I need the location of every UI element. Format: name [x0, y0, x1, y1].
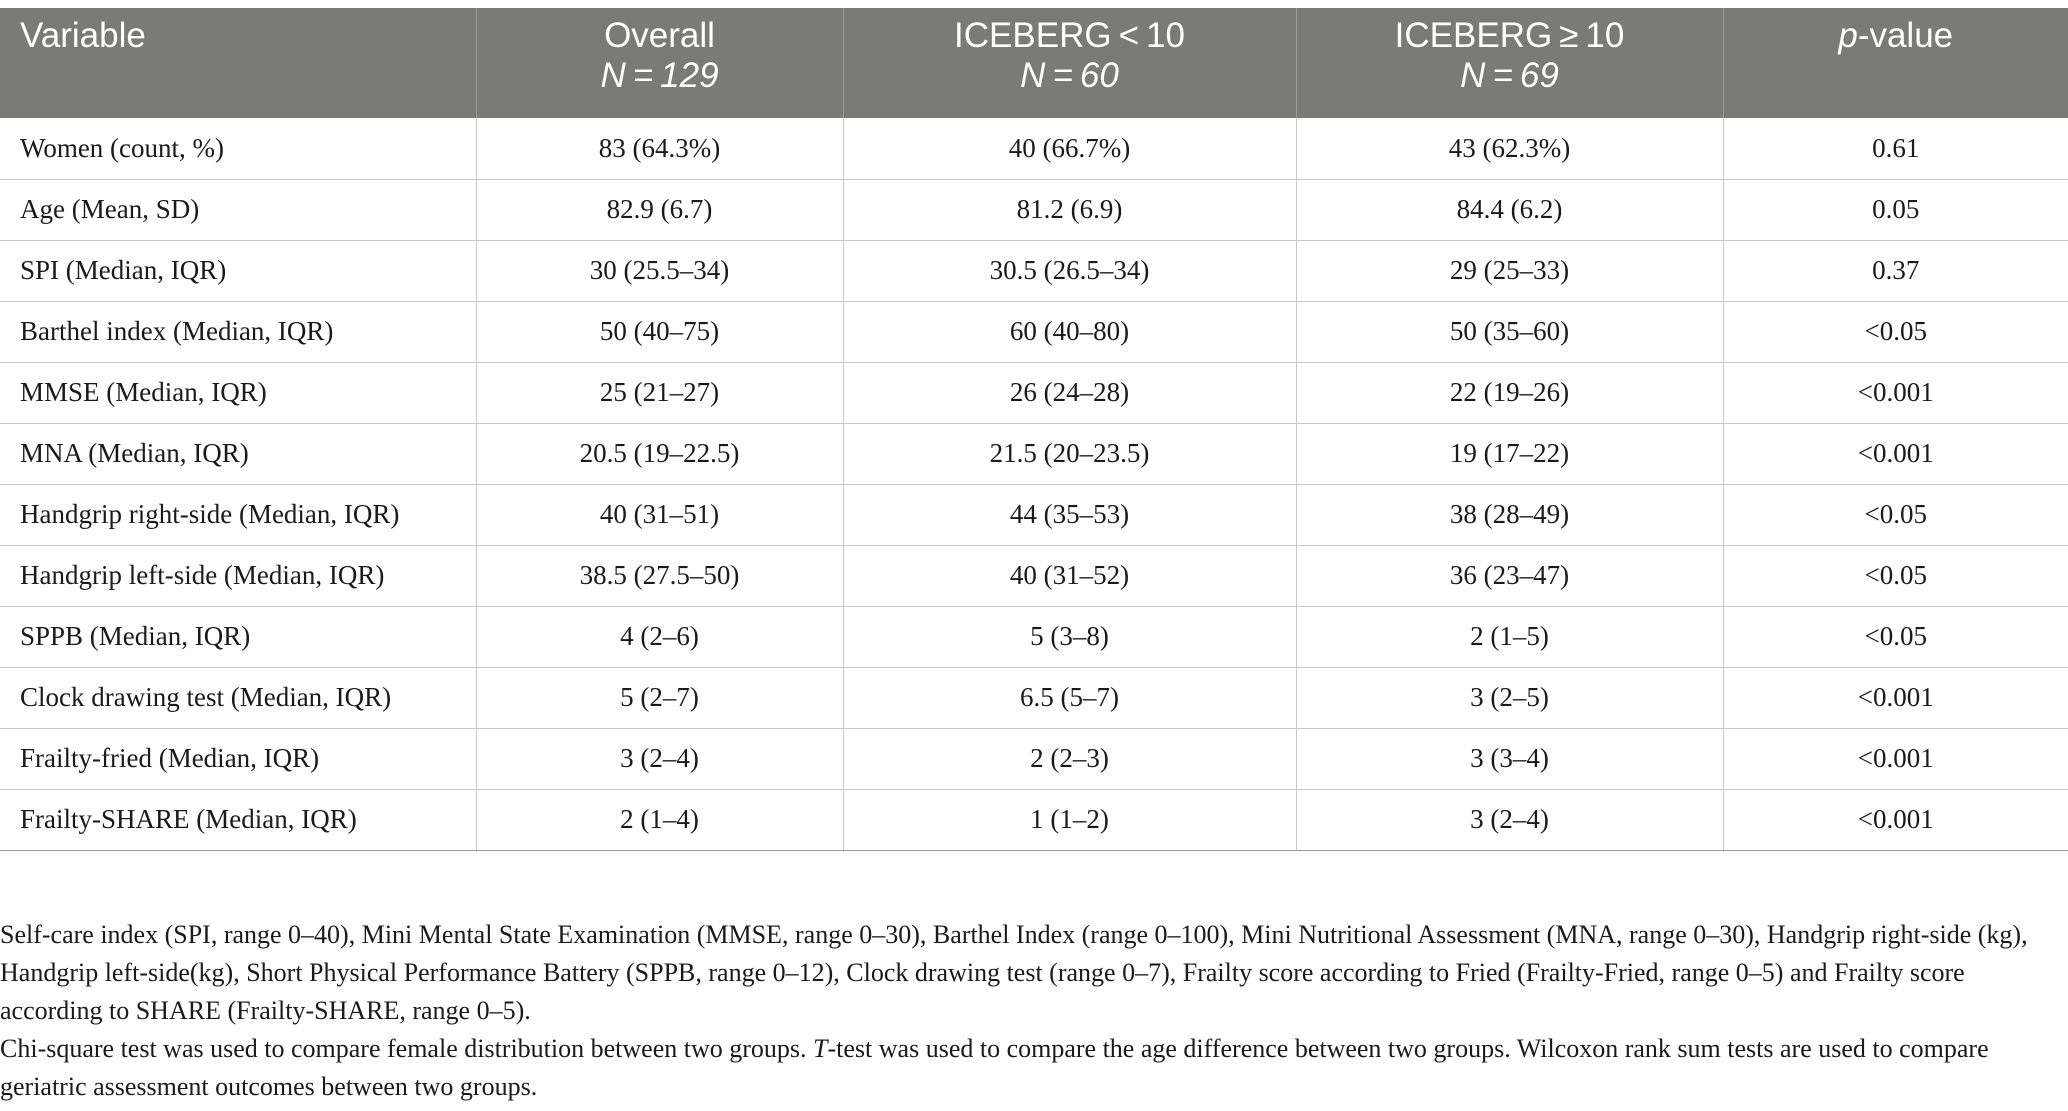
iceberg-high-cell: 3 (2–5): [1296, 667, 1723, 728]
overall-cell: 4 (2–6): [476, 606, 843, 667]
header-iceberg-low-label: ICEBERG < 10: [954, 16, 1185, 55]
header-iceberg-high: [1296, 8, 1723, 118]
iceberg-high-cell: 29 (25–33): [1296, 240, 1723, 301]
footnote-statistical-tests: [0, 1030, 2062, 1106]
overall-cell: 2 (1–4): [476, 789, 843, 850]
variable-cell: Clock drawing test (Median, IQR): [0, 667, 476, 728]
overall-cell: 38.5 (27.5–50): [476, 545, 843, 606]
header-p-rest: -value: [1857, 16, 1954, 55]
iceberg-low-cell: 26 (24–28): [843, 362, 1296, 423]
characteristics-table-container: [0, 8, 2068, 851]
header-variable: Variable: [0, 8, 476, 118]
iceberg-high-cell: 3 (2–4): [1296, 789, 1723, 850]
p-value-cell: 0.61: [1723, 118, 2068, 179]
overall-cell: 40 (31–51): [476, 484, 843, 545]
iceberg-high-cell: 22 (19–26): [1296, 362, 1723, 423]
table-row: [0, 240, 2068, 301]
iceberg-low-cell: 6.5 (5–7): [843, 667, 1296, 728]
overall-cell: 30 (25.5–34): [476, 240, 843, 301]
variable-cell: Women (count, %): [0, 118, 476, 179]
p-value-cell: <0.05: [1723, 484, 2068, 545]
overall-cell: 25 (21–27): [476, 362, 843, 423]
p-value-cell: <0.001: [1723, 423, 2068, 484]
header-iceberg-high-n: N = 69: [1460, 56, 1559, 95]
variable-cell: MMSE (Median, IQR): [0, 362, 476, 423]
p-value-cell: 0.37: [1723, 240, 2068, 301]
header-overall-n: N = 129: [600, 56, 719, 95]
variable-cell: Frailty-fried (Median, IQR): [0, 728, 476, 789]
iceberg-high-cell: 84.4 (6.2): [1296, 179, 1723, 240]
header-p-italic: p: [1838, 16, 1858, 55]
iceberg-high-cell: 3 (3–4): [1296, 728, 1723, 789]
characteristics-table: [0, 8, 2068, 851]
table-row: [0, 118, 2068, 179]
table-row: [0, 606, 2068, 667]
p-value-cell: <0.001: [1723, 362, 2068, 423]
footnote-tests-part2: -test was used to compare the age difference between two groups. Wilcoxon rank sum tests are used to compare geriatric assessment outcomes between two groups.: [0, 1034, 1989, 1101]
iceberg-low-cell: 21.5 (20–23.5): [843, 423, 1296, 484]
table-row: [0, 179, 2068, 240]
table-body: [0, 118, 2068, 850]
table-row: [0, 728, 2068, 789]
overall-cell: 3 (2–4): [476, 728, 843, 789]
header-iceberg-low-n: N = 60: [1020, 56, 1119, 95]
iceberg-high-cell: 38 (28–49): [1296, 484, 1723, 545]
table-row: [0, 301, 2068, 362]
iceberg-high-cell: 36 (23–47): [1296, 545, 1723, 606]
header-overall: [476, 8, 843, 118]
header-overall-label: Overall: [604, 16, 715, 55]
footnote-tests-italic: T: [813, 1034, 828, 1063]
p-value-cell: 0.05: [1723, 179, 2068, 240]
p-value-cell: <0.05: [1723, 545, 2068, 606]
variable-cell: Handgrip right-side (Median, IQR): [0, 484, 476, 545]
iceberg-low-cell: 40 (66.7%): [843, 118, 1296, 179]
iceberg-high-cell: 2 (1–5): [1296, 606, 1723, 667]
variable-cell: Barthel index (Median, IQR): [0, 301, 476, 362]
table-row: [0, 789, 2068, 850]
overall-cell: 83 (64.3%): [476, 118, 843, 179]
table-row: [0, 362, 2068, 423]
iceberg-low-cell: 5 (3–8): [843, 606, 1296, 667]
overall-cell: 20.5 (19–22.5): [476, 423, 843, 484]
header-iceberg-low: [843, 8, 1296, 118]
table-footnotes: [0, 916, 2062, 1106]
table-row: [0, 484, 2068, 545]
p-value-cell: <0.05: [1723, 301, 2068, 362]
table-header: [0, 8, 2068, 118]
variable-cell: Handgrip left-side (Median, IQR): [0, 545, 476, 606]
iceberg-low-cell: 60 (40–80): [843, 301, 1296, 362]
table-row: [0, 667, 2068, 728]
iceberg-low-cell: 30.5 (26.5–34): [843, 240, 1296, 301]
p-value-cell: <0.001: [1723, 728, 2068, 789]
header-row: [0, 8, 2068, 118]
header-iceberg-high-label: ICEBERG ≥ 10: [1394, 16, 1625, 55]
iceberg-low-cell: 81.2 (6.9): [843, 179, 1296, 240]
variable-cell: Age (Mean, SD): [0, 179, 476, 240]
p-value-cell: <0.001: [1723, 667, 2068, 728]
iceberg-high-cell: 43 (62.3%): [1296, 118, 1723, 179]
iceberg-low-cell: 2 (2–3): [843, 728, 1296, 789]
variable-cell: SPI (Median, IQR): [0, 240, 476, 301]
iceberg-low-cell: 40 (31–52): [843, 545, 1296, 606]
overall-cell: 50 (40–75): [476, 301, 843, 362]
table-row: [0, 545, 2068, 606]
iceberg-low-cell: 1 (1–2): [843, 789, 1296, 850]
p-value-cell: <0.001: [1723, 789, 2068, 850]
iceberg-high-cell: 50 (35–60): [1296, 301, 1723, 362]
header-p-value: [1723, 8, 2068, 118]
iceberg-low-cell: 44 (35–53): [843, 484, 1296, 545]
table-row: [0, 423, 2068, 484]
overall-cell: 82.9 (6.7): [476, 179, 843, 240]
overall-cell: 5 (2–7): [476, 667, 843, 728]
p-value-cell: <0.05: [1723, 606, 2068, 667]
variable-cell: MNA (Median, IQR): [0, 423, 476, 484]
variable-cell: SPPB (Median, IQR): [0, 606, 476, 667]
iceberg-high-cell: 19 (17–22): [1296, 423, 1723, 484]
footnote-abbreviations: Self-care index (SPI, range 0–40), Mini Mental State Examination (MMSE, range 0–30), Barthel Index (range 0–100), Mini Nutritional Assessment (MNA, range 0–30), Handgrip right-side (kg), Handgrip left-side(kg), Short Physical Performance Battery (SPPB, range 0–12), Clock drawing test (range 0–7), Frailty score according to Fried (Frailty-Fried, range 0–5) and Frailty score according to SHARE (Frailty-SHARE, range 0–5).: [0, 920, 2028, 1025]
variable-cell: Frailty-SHARE (Median, IQR): [0, 789, 476, 850]
footnote-tests-part1: Chi-square test was used to compare female distribution between two groups.: [0, 1034, 814, 1063]
